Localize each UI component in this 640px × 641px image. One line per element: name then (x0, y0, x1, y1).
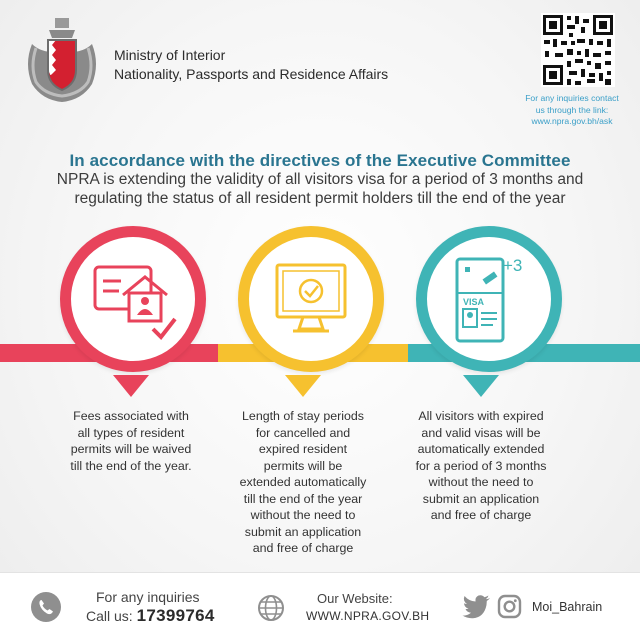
globe-icon (256, 593, 286, 623)
coat-of-arms-emblem (22, 14, 102, 104)
item-2-line: till the end of the year (243, 491, 363, 506)
item-3-line: without the need to (428, 475, 534, 489)
monitor-check-icon (249, 237, 373, 361)
item-1-description (46, 408, 216, 474)
footer-inquiries-label: For any inquiries (96, 589, 200, 605)
headline-subtitle (30, 170, 610, 208)
item-3-pointer (463, 375, 499, 397)
item-1-line: permits will be waived (70, 442, 192, 456)
item-2-line: Length of stay periods (242, 409, 364, 423)
inquiry-note (512, 93, 632, 128)
item-2-line: extended automatically (239, 475, 367, 489)
subtitle-line-2: regulating the status of all resident permit holders till the end of the year (74, 190, 566, 207)
ministry-line-2: Nationality, Passports and Residence Affairs (114, 66, 389, 82)
subtitle-line-1: NPRA is extending the validity of all visitors visa for a period of 3 months and (56, 171, 584, 188)
item-2-line: submit an application (244, 524, 362, 539)
inquiry-line-1: For any inquiries contact (525, 93, 619, 103)
footer-call (86, 606, 215, 626)
twitter-icon[interactable] (462, 594, 492, 620)
inquiry-line-2: us through the link: (535, 104, 609, 115)
item-3-circle (416, 226, 562, 372)
visa-card-label: VISA (463, 297, 485, 307)
footer-social-handle[interactable]: Moi_Bahrain (532, 600, 603, 614)
item-2-line: expired resident (258, 442, 348, 456)
item-2-line: permits will be (263, 458, 343, 473)
ministry-line-1: Ministry of Interior (114, 47, 226, 63)
footer-website-link[interactable]: WWW.NPRA.GOV.BH (306, 609, 430, 623)
item-1-circle (60, 226, 206, 372)
footer-phone-number[interactable]: 17399764 (136, 606, 215, 625)
footer-website-label: Our Website: (317, 591, 393, 606)
headline-title: In accordance with the directives of the Executive Committee (69, 151, 571, 170)
footer-call-label: Call us: (86, 608, 133, 624)
ministry-name (114, 46, 388, 84)
plus-three-badge: +3 (503, 256, 523, 275)
item-1-line: all types of resident (77, 425, 185, 440)
qr-code[interactable] (541, 13, 615, 87)
item-2-description (218, 408, 388, 557)
item-1-line: till the end of the year. (70, 458, 192, 473)
visa-card-icon (427, 237, 551, 361)
instagram-icon[interactable] (497, 594, 522, 619)
item-3-description (396, 408, 566, 524)
item-3-line: and valid visas will be (421, 425, 541, 440)
item-1-line: Fees associated with (73, 409, 189, 423)
phone-icon[interactable] (31, 592, 61, 622)
item-3-line: All visitors with expired (418, 409, 544, 423)
footer (0, 572, 640, 641)
item-1-pointer (113, 375, 149, 397)
item-2-line: and free of charge (252, 541, 354, 555)
item-2-line: without the need to (250, 508, 356, 522)
item-3-line: submit an application (422, 491, 540, 506)
item-2-pointer (285, 375, 321, 397)
house-document-check-icon (71, 237, 195, 361)
item-3-line: for a period of 3 months (415, 458, 547, 473)
item-2-line: for cancelled and (255, 425, 351, 440)
header (0, 0, 640, 140)
item-2-circle (238, 226, 384, 372)
item-3-line: automatically extended (417, 442, 545, 456)
item-3-line: and free of charge (430, 508, 532, 522)
inquiry-link[interactable]: www.npra.gov.bh/ask (531, 116, 613, 126)
